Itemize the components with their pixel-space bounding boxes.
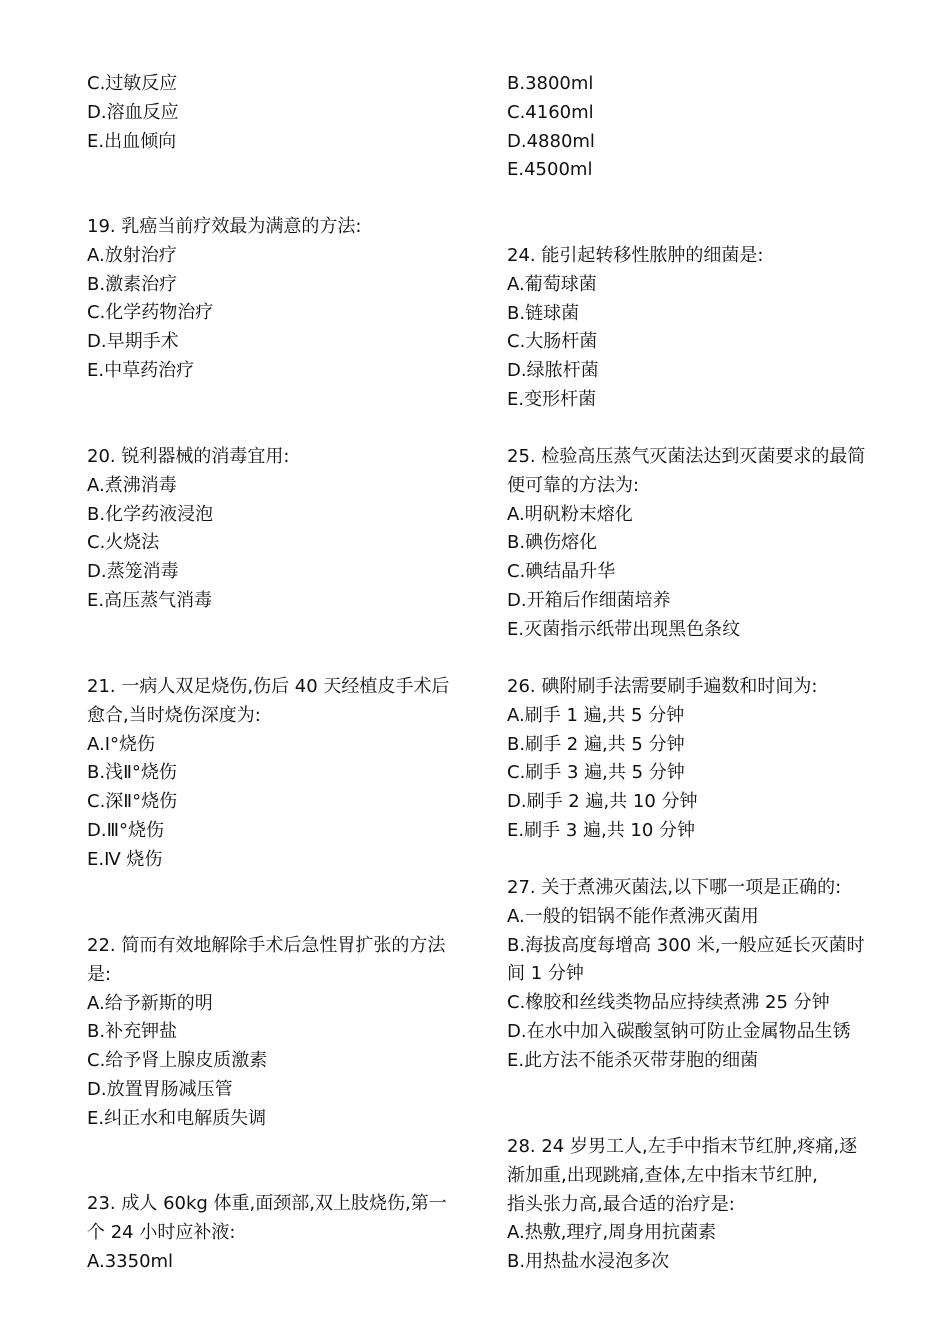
option-a: A.煮沸消毒	[87, 474, 177, 496]
question-23	[87, 1190, 477, 1276]
option-d: D.刷手 2 遍,共 10 分钟	[507, 791, 698, 813]
question-27	[507, 874, 897, 1076]
question-stem: 27. 关于煮沸灭菌法,以下哪一项是正确的:	[507, 877, 842, 898]
option-b: B.链球菌	[507, 302, 580, 324]
option-c: C.过敏反应	[87, 73, 178, 94]
question-stem: 个 24 小时应补液:	[87, 1221, 236, 1243]
question-stem: 24. 能引起转移性脓肿的细菌是:	[507, 245, 764, 266]
question-stem: 20. 锐利器械的消毒宜用:	[87, 446, 290, 467]
option-a: A.3350ml	[87, 1250, 174, 1272]
option-c: C.橡胶和丝线类物品应持续煮沸 25 分钟	[507, 992, 830, 1014]
option-b: B.浅Ⅱ°烧伤	[87, 762, 177, 784]
question-24	[507, 242, 897, 415]
option-b: B.刷手 2 遍,共 5 分钟	[507, 733, 685, 755]
option-d: D.放置胃肠减压管	[87, 1078, 233, 1100]
option-c: C.4160ml	[507, 101, 594, 123]
option-e: E.灭菌指示纸带出现黑色条纹	[507, 618, 741, 640]
option-e: E.此方法不能杀灭带芽胞的细菌	[507, 1049, 759, 1071]
option-a: A.Ⅰ°烧伤	[87, 733, 156, 755]
option-a: A.放射治疗	[87, 244, 177, 266]
option-e: E.Ⅳ 烧伤	[87, 848, 163, 870]
option-b: B.激素治疗	[87, 273, 178, 295]
option-c: C.深Ⅱ°烧伤	[87, 791, 178, 813]
option-c: C.刷手 3 遍,共 5 分钟	[507, 762, 685, 784]
option-d: D.溶血反应	[87, 101, 179, 123]
question-26	[507, 673, 897, 846]
question-stem: 26. 碘附刷手法需要刷手遍数和时间为:	[507, 676, 818, 697]
option-b: B.补充钾盐	[87, 1021, 178, 1043]
option-d: D.Ⅲ°烧伤	[87, 819, 164, 841]
question-stem: 22. 简而有效地解除手术后急性胃扩张的方法	[87, 935, 446, 956]
question-20	[87, 443, 477, 616]
option-c: C.化学药物治疗	[87, 302, 214, 324]
option-c: C.碘结晶升华	[507, 561, 616, 583]
option-e: E.刷手 3 遍,共 10 分钟	[507, 819, 696, 841]
question-stem: 25. 检验高压蒸气灭菌法达到灭菌要求的最简	[507, 446, 866, 467]
option-a: A.明矾粉末熔化	[507, 503, 633, 525]
option-b: B.海拔高度每增高 300 米,一般应延长灭菌时	[507, 934, 865, 956]
question-stem: 便可靠的方法为:	[507, 474, 640, 496]
option-e: E.中草药治疗	[87, 359, 195, 381]
option-a: A.热敷,理疗,周身用抗菌素	[507, 1222, 717, 1244]
question-stem: 是:	[87, 963, 112, 985]
option-d: D.在水中加入碳酸氢钠可防止金属物品生锈	[507, 1020, 851, 1042]
question-28	[507, 1133, 897, 1277]
option-a: A.给予新斯的明	[87, 992, 213, 1014]
option-c: C.大肠杆菌	[507, 331, 598, 353]
question-18-tail	[87, 70, 477, 156]
option-c: C.火烧法	[87, 532, 160, 554]
question-23-tail	[507, 70, 897, 185]
option-d: D.绿脓杆菌	[507, 360, 599, 382]
option-d: D.早期手术	[87, 331, 179, 353]
option-e: E.纠正水和电解质失调	[87, 1107, 267, 1129]
question-25	[507, 443, 897, 645]
option-b: B.碘伤熔化	[507, 532, 598, 554]
option-a: A.一般的铝锅不能作煮沸灭菌用	[507, 905, 759, 927]
question-stem: 渐加重,出现跳痛,查体,左中指末节红肿,	[507, 1164, 818, 1186]
question-stem: 28. 24 岁男工人,左手中指末节红肿,疼痛,逐	[507, 1136, 858, 1157]
option-a: A.葡萄球菌	[507, 273, 597, 295]
question-stem: 21. 一病人双足烧伤,伤后 40 天经植皮手术后	[87, 676, 450, 697]
option-c: C.给予肾上腺皮质激素	[87, 1050, 268, 1072]
option-b: B.化学药液浸泡	[87, 503, 214, 525]
option-e: E.变形杆菌	[507, 388, 597, 410]
option-a: A.刷手 1 遍,共 5 分钟	[507, 704, 685, 726]
option-d: D.4880ml	[507, 130, 595, 152]
question-19	[87, 213, 477, 386]
option-e: E.高压蒸气消毒	[87, 589, 213, 611]
option-b: B.用热盐水浸泡多次	[507, 1251, 670, 1273]
option-d: D.开箱后作细菌培养	[507, 589, 671, 611]
question-21	[87, 673, 477, 875]
option-b: B.3800ml	[507, 73, 594, 94]
question-stem: 愈合,当时烧伤深度为:	[87, 704, 261, 726]
option-d: D.蒸笼消毒	[87, 561, 179, 583]
option-e: E.出血倾向	[87, 130, 177, 152]
question-stem: 19. 乳癌当前疗效最为满意的方法:	[87, 216, 362, 237]
question-stem: 23. 成人 60kg 体重,面颈部,双上肢烧伤,第一	[87, 1193, 447, 1214]
option-e: E.4500ml	[507, 159, 593, 181]
question-22	[87, 932, 477, 1134]
question-stem: 指头张力高,最合适的治疗是:	[507, 1193, 735, 1215]
option-b-continued: 间 1 分钟	[507, 963, 584, 985]
